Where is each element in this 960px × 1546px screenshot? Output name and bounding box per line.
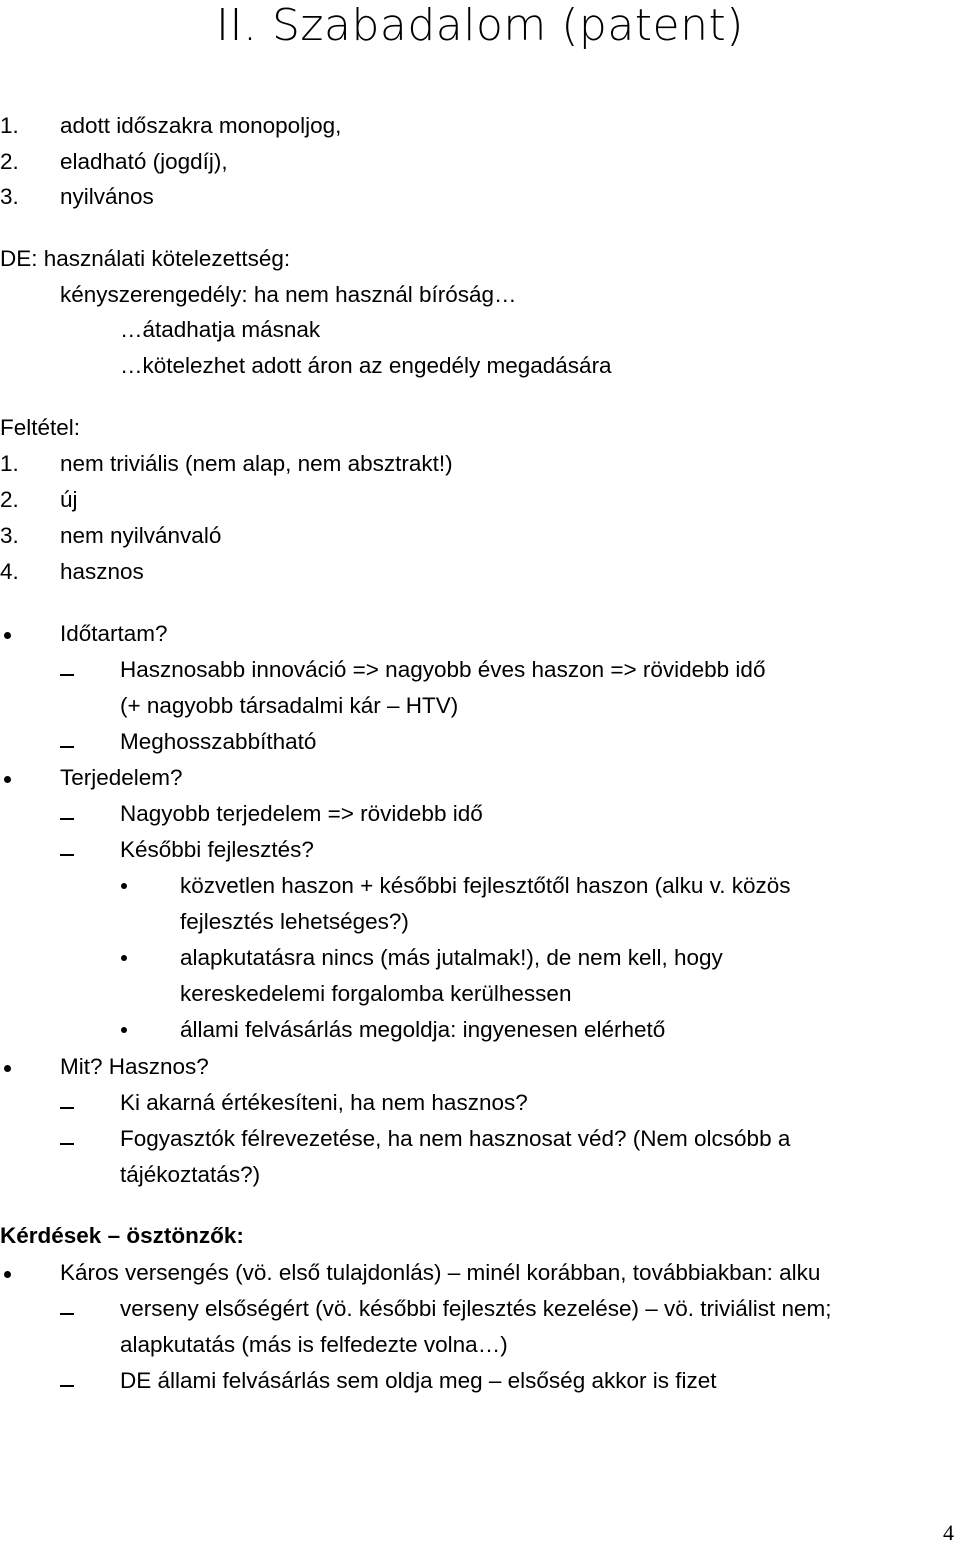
dash-icon	[60, 1385, 74, 1387]
page-title: II. Szabadalom (patent)	[216, 0, 744, 51]
feltetel-label: Feltétel:	[0, 415, 81, 440]
bullet-icon	[4, 1271, 11, 1278]
de-line: DE: használati kötelezettség:	[0, 246, 291, 271]
fejlesztes-item: fejlesztés lehetséges?)	[180, 909, 409, 934]
bullet-icon	[4, 776, 11, 783]
dash-icon	[60, 1107, 74, 1109]
list-number: 3.	[0, 184, 19, 209]
list-item: nem triviális (nem alap, nem absztrakt!)	[60, 451, 453, 476]
bullet-icon	[4, 632, 11, 639]
terjedelem-sub: Nagyobb terjedelem => rövidebb idő	[120, 801, 483, 826]
bullet-icon	[4, 1065, 11, 1072]
list-item: nem nyilvánvaló	[60, 523, 222, 548]
bullet-icon	[121, 1027, 127, 1033]
mit-sub: Ki akarná értékesíteni, ha nem hasznos?	[120, 1090, 528, 1115]
dash-icon	[60, 854, 74, 856]
idotartam-sub: Hasznosabb innováció => nagyobb éves haszon => rövidebb idő	[120, 657, 766, 682]
kerdesek-sub: alapkutatás (más is felfedezte volna…)	[120, 1332, 508, 1357]
dash-icon	[60, 746, 74, 748]
kotelezhet-line: …kötelezhet adott áron az engedély megadására	[120, 353, 612, 378]
mit-sub: tájékoztatás?)	[120, 1162, 261, 1187]
bullet-icon	[121, 955, 127, 961]
fejlesztes-item: állami felvásárlás megoldja: ingyenesen elérhető	[180, 1017, 666, 1042]
list-number: 2.	[0, 149, 19, 174]
mit-sub: Fogyasztók félrevezetése, ha nem hasznosat véd? (Nem olcsóbb a	[120, 1126, 791, 1151]
dash-icon	[60, 1313, 74, 1315]
kerdesek-sub: DE állami felvásárlás sem oldja meg – elsőség akkor is fizet	[120, 1368, 717, 1393]
dash-icon	[60, 818, 74, 820]
idotartam-sub: (+ nagyobb társadalmi kár – HTV)	[120, 693, 459, 718]
kerdesek-sub: verseny elsőségért (vö. későbbi fejlesztés kezelése) – vö. triviálist nem;	[120, 1296, 832, 1321]
section-mit: Mit? Hasznos?	[60, 1054, 209, 1079]
list-number: 3.	[0, 523, 19, 548]
kerdesek-heading: Kérdések – ösztönzők:	[0, 1223, 244, 1248]
kenyszer-line: kényszerengedély: ha nem használ bíróság…	[60, 282, 517, 307]
dash-icon	[60, 674, 74, 676]
list-number: 4.	[0, 559, 19, 584]
list-number: 2.	[0, 487, 19, 512]
list-number: 1.	[0, 451, 19, 476]
fejlesztes-item: kereskedelemi forgalomba kerülhessen	[180, 981, 572, 1006]
atadhatja-line: …átadhatja másnak	[120, 317, 321, 342]
fejlesztes-item: közvetlen haszon + későbbi fejlesztőtől haszon (alku v. közös	[180, 873, 791, 898]
section-idotartam: Időtartam?	[60, 621, 168, 646]
list-item: adott időszakra monopoljog,	[60, 113, 342, 138]
kerdesek-item: Káros versengés (vö. első tulajdonlás) – minél korábban, továbbiakban: alku	[60, 1260, 821, 1285]
list-item: nyilvános	[60, 184, 154, 209]
fejlesztes-item: alapkutatásra nincs (más jutalmak!), de nem kell, hogy	[180, 945, 723, 970]
terjedelem-sub: Későbbi fejlesztés?	[120, 837, 314, 862]
list-item: új	[60, 487, 78, 512]
page-number: 4	[943, 1520, 954, 1545]
bullet-icon	[121, 883, 127, 889]
list-number: 1.	[0, 113, 19, 138]
list-item: eladható (jogdíj),	[60, 149, 228, 174]
idotartam-sub: Meghosszabbítható	[120, 729, 317, 754]
dash-icon	[60, 1143, 74, 1145]
list-item: hasznos	[60, 559, 144, 584]
section-terjedelem: Terjedelem?	[60, 765, 183, 790]
